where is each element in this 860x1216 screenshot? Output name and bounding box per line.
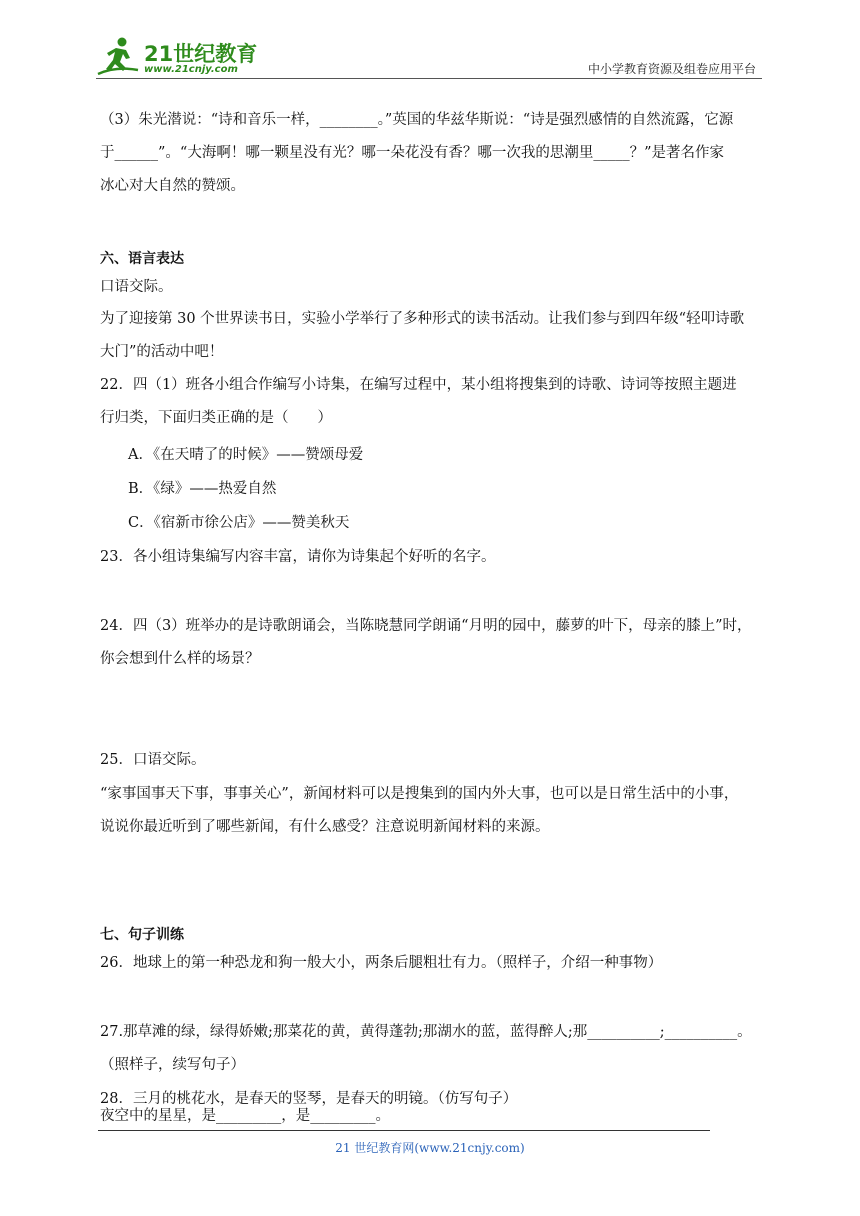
section-heading: 七、句子训练 <box>100 927 184 943</box>
platform-name: 中小学教育资源及组卷应用平台 <box>587 62 756 76</box>
option-b: B．《绿》——热爱自然 <box>128 481 277 497</box>
question-27-cont: （照样子，续写句子） <box>100 1057 245 1073</box>
question-28-cont: 夜空中的星星，是_________，是_________。 <box>100 1108 390 1124</box>
runner-logo-icon <box>96 36 140 76</box>
text-line: 口语交际。 <box>100 279 173 295</box>
logo-url: www.21cnjy.com <box>144 64 238 75</box>
question-23: 23．各小组诗集编写内容丰富，请你为诗集起个好听的名字。 <box>100 549 496 565</box>
question-22-cont: 行归类，下面归类正确的是（ ） <box>100 410 332 426</box>
section-heading: 六、语言表达 <box>100 251 184 267</box>
text-line: 大门”的活动中吧！ <box>100 344 224 360</box>
footer-divider <box>98 1130 710 1131</box>
footer-link[interactable]: 21 世纪教育网(www.21cnjy.com) <box>335 1141 525 1155</box>
question-25-text: “家事国事天下事，事事关心”，新闻材料可以是搜集到的国内外大事，也可以是日常生活中的小事， <box>100 786 739 802</box>
site-logo <box>96 36 266 80</box>
header-divider <box>96 78 762 79</box>
question-25-cont: 说说你最近听到了哪些新闻，有什么感受？注意说明新闻材料的来源。 <box>100 819 550 835</box>
option-c: C．《宿新市徐公店》——赞美秋天 <box>128 515 350 531</box>
question-27: 27.那草滩的绿，绿得娇嫩;那菜花的黄，黄得蓬勃;那湖水的蓝，蓝得醉人;那__________;__________。 <box>100 1024 752 1040</box>
text-line: （3）朱光潜说：“诗和音乐一样，________。”英国的华兹华斯说：“诗是强烈感情的自然流露，它源 <box>100 112 734 128</box>
text-line: 冰心对大自然的赞颂。 <box>100 178 245 194</box>
question-25: 25．口语交际。 <box>100 752 206 768</box>
question-24: 24．四（3）班举办的是诗歌朗诵会，当陈晓慧同学朗诵“月明的园中，藤萝的叶下，母亲的膝上”时， <box>100 618 752 634</box>
question-24-cont: 你会想到什么样的场景？ <box>100 651 260 667</box>
logo-text: 21世纪教育 <box>144 42 258 66</box>
option-a: A．《在天晴了的时候》——赞颂母爱 <box>128 447 364 463</box>
text-line: 为了迎接第 30 个世界读书日，实验小学举行了多种形式的读书活动。让我们参与到四年级“轻叩诗歌 <box>100 311 745 327</box>
question-22: 22．四（1）班各小组合作编写小诗集，在编写过程中，某小组将搜集到的诗歌、诗词等按照主题进 <box>100 377 737 393</box>
text-line: 于______”。“大海啊！哪一颗星没有光？哪一朵花没有香？哪一次我的思潮里_____？”是著名作家 <box>100 145 724 161</box>
question-28: 28．三月的桃花水，是春天的竖琴，是春天的明镜。（仿写句子） <box>100 1091 518 1107</box>
question-26: 26．地球上的第一种恐龙和狗一般大小，两条后腿粗壮有力。（照样子，介绍一种事物） <box>100 955 663 971</box>
page-header <box>96 30 762 80</box>
